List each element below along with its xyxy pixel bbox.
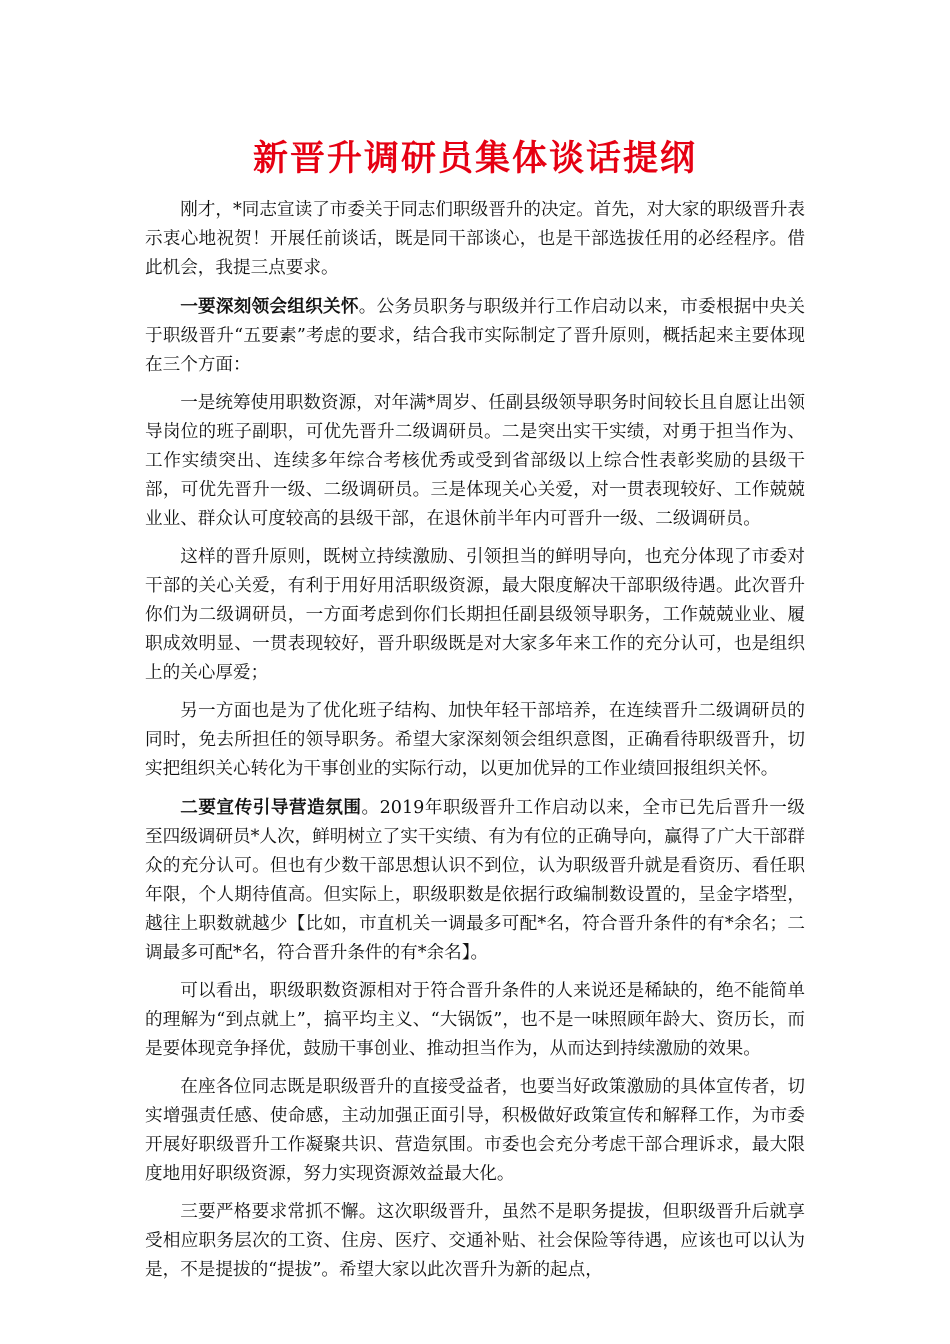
paragraph-point-two xyxy=(145,793,805,968)
paragraph-structure xyxy=(145,697,805,784)
paragraph-promotion xyxy=(145,1073,805,1189)
document-page xyxy=(145,132,805,1294)
paragraph-text: 可以看出，职级职数资源相对于符合晋升条件的人来说还是稀缺的，绝不能简单的理解为“到点就上”，搞平均主义、“大锅饭”，也不是一味照顾年龄大、资历长，而是要体现竞争择优，鼓励干事创业、推动担当作为，从而达到持续激励的效果。 xyxy=(145,981,805,1059)
paragraph-text: 一是统筹使用职数资源，对年满*周岁、任副县级领导职务时间较长且自愿让出领导岗位的班子副职，可优先晋升二级调研员。二是突出实干实绩，对勇于担当作为、工作实绩突出、连续多年综合考核优秀或受到省部级以上综合性表彰奖励的县级干部，可优先晋升一级、二级调研员。三是体现关心关爱，对一贯表现较好、工作兢兢业业、群众认可度较高的县级干部，在退休前半年内可晋升一级、二级调研员。 xyxy=(145,393,805,529)
paragraph-heading: 二要宣传引导营造氛围 xyxy=(180,797,362,818)
paragraph-heading: 一要深刻领会组织关怀 xyxy=(180,296,359,317)
paragraph-text: 三要严格要求常抓不懈。这次职级晋升，虽然不是职务提拔，但职级晋升后就享受相应职务层次的工资、住房、医疗、交通补贴、社会保险等待遇，应该也可以认为是，不是提拔的“提拔”。希望大家以此次晋升为新的起点， xyxy=(145,1202,805,1280)
paragraph-intro xyxy=(145,196,805,283)
paragraph-text: 这样的晋升原则，既树立持续激励、引领担当的鲜明导向，也充分体现了市委对干部的关心关爱，有利于用好用活职级资源，最大限度解决干部职级待遇。此次晋升你们为二级调研员，一方面考虑到你们长期担任副县级领导职务，工作兢兢业业、履职成效明显、一贯表现较好，晋升职级既是对大家多年来工作的充分认可，也是组织上的关心厚爱； xyxy=(145,547,805,683)
document-title: 新晋升调研员集体谈话提纲 xyxy=(252,138,697,179)
paragraph-principles-effect xyxy=(145,543,805,688)
paragraph-point-one xyxy=(145,292,805,380)
paragraph-principles xyxy=(145,389,805,534)
paragraph-text: 。2019年职级晋升工作启动以来，全市已先后晋升一级至四级调研员*人次，鲜明树立了实干实绩、有为有位的正确导向，赢得了广大干部群众的充分认可。但也有少数干部思想认识不到位，认为职级晋升就是看资历、看任职年限，个人期待值高。但实际上，职级职数是依据行政编制数设置的，呈金字塔型，越往上职数就越少【比如，市直机关一调最多可配*名，符合晋升条件的有*余名；二调最多可配*名，符合晋升条件的有*余名】。 xyxy=(145,798,805,963)
paragraph-text: 另一方面也是为了优化班子结构、加快年轻干部培养，在连续晋升二级调研员的同时，免去所担任的领导职务。希望大家深刻领会组织意图，正确看待职级晋升，切实把组织关心转化为干事创业的实际行动，以更加优异的工作业绩回报组织关怀。 xyxy=(145,701,805,779)
paragraph-text: 。公务员职务与职级并行工作启动以来，市委根据中央关于职级晋升“五要素”考虑的要求，结合我市实际制定了晋升原则，概括起来主要体现在三个方面： xyxy=(145,297,805,375)
paragraph-scarcity xyxy=(145,977,805,1064)
paragraph-text: 刚才，*同志宣读了市委关于同志们职级晋升的决定。首先，对大家的职级晋升表示衷心地祝贺！开展任前谈话，既是同干部谈心，也是干部选拔任用的必经程序。借此机会，我提三点要求。 xyxy=(145,200,805,278)
paragraph-point-three xyxy=(145,1198,805,1285)
paragraph-text: 在座各位同志既是职级晋升的直接受益者，也要当好政策激励的具体宣传者，切实增强责任感、使命感，主动加强正面引导，积极做好政策宣传和解释工作，为市委开展好职级晋升工作凝聚共识、营造氛围。市委也会充分考虑干部合理诉求，最大限度地用好职级资源，努力实现资源效益最大化。 xyxy=(145,1077,805,1184)
